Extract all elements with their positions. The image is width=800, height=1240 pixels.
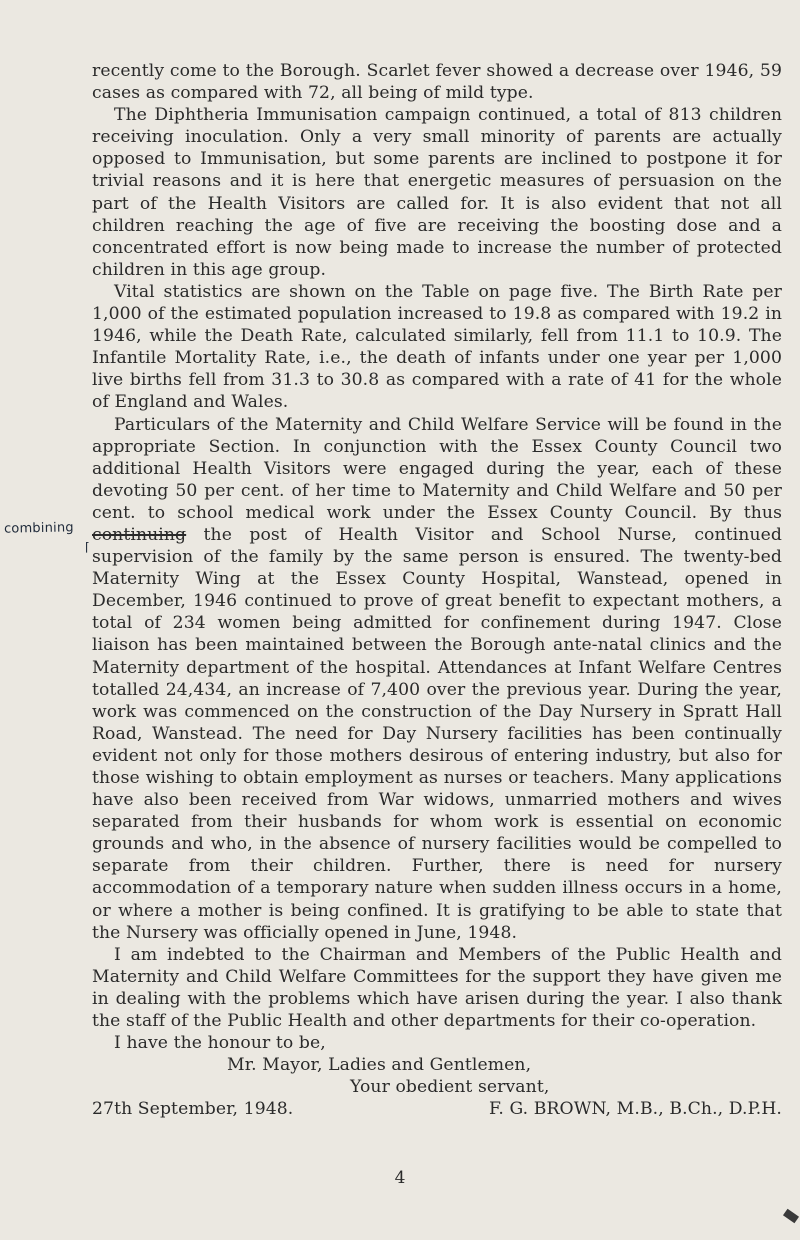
handwritten-margin-note: combining	[3, 520, 74, 537]
closing-salutation: Mr. Mayor, Ladies and Gentlemen,	[227, 1055, 532, 1076]
signature-row	[92, 1098, 782, 1120]
paragraph-diphtheria: The Diphtheria Immunisation campaign continued, a total of 813 children receiving inoculation. Only a very small minority of parents are actually opposed to Immunisation, but some parents are inclined to postpone it for trivial reasons and it is here that energetic measures of persuasion on the part of the Health Visitors are called for. It is also evident that not all children reaching the age of five are receiving the boosting dose and a concentrated effort is now being made to increase the number of protected children in this age group.	[92, 105, 782, 280]
closing-honour: I have the honour to be,	[114, 1033, 326, 1054]
paragraph-vital-statistics: Vital statistics are shown on the Table on page five. The Birth Rate per 1,000 of the estimated population increased to 19.8 as compared with 19.2 in 1946, while the Death Rate, calculated similarly, fell from 11.1 to 10.9. The Infantile Mortality Rate, i.e., the death of infants under one year per 1,000 live births fell from 31.3 to 30.8 as compared with a rate of 41 for the whole of England and Wales.	[92, 281, 782, 413]
body-text	[92, 60, 782, 1121]
paragraph-scarlet-fever: recently come to the Borough. Scarlet fever showed a decrease over 1946, 59 cases as compared with 72, all being of mild type.	[92, 61, 782, 104]
insertion-caret-icon: ⌈	[85, 540, 90, 554]
signature-name: F. G. BROWN, M.B., B.Ch., D.P.H.	[488, 1099, 782, 1120]
struck-word: continuing	[92, 524, 187, 545]
maternity-text-after: the post of Health Visitor and School Nurse, continued supervision of the family by the same person is ensured. The twenty-bed Maternity Wing at the Essex County Hospital, Wanstead, opened in December, 1946 continued to prove of great benefit to expectant mothers, a total of 234 women being admitted for confinement during 1947. Close liaison has been maintained between the Borough ante-natal clinics and the Maternity department of the hospital. Attendances at Infant Welfare Centres totalled 24,434, an increase of 7,400 over the previous year. During the year, work was commenced on the construction of the Day Nursery in Spratt Hall Road, Wanstead. The need for Day Nursery facilities has been continually evident not only for those mothers desirous of entering industry, but also for those wishing to obtain employment as nurses or teachers. Many applications have also been received from War widows, unmarried mothers and wives separated from their husbands for whom work is essential on economic grounds and who, in the absence of nursery facilities would be compelled to separate from their children. Further, there is need for nursery accommodation of a temporary nature when sudden illness occurs in a home, or where a mother is being confined. It is gratifying to be able to state that the Nursery was officially opened in June, 1948.	[92, 524, 782, 943]
paragraph-acknowledgements: I am indebted to the Chairman and Members of the Public Health and Maternity and Child Welfare Committees for the support they have given me in dealing with the problems which have arisen during the year. I also thank the staff of the Public Health and other departments for their co-operation.	[92, 944, 782, 1032]
page-number: 4	[394, 1168, 406, 1188]
scan-corner-mark	[783, 1209, 799, 1224]
letter-date: 27th September, 1948.	[92, 1099, 294, 1120]
closing-servant: Your obedient servant,	[350, 1077, 550, 1098]
maternity-text-before: Particulars of the Maternity and Child Welfare Service will be found in the appropriate Section. In conjunction with the Essex County Council two additional Health Visitors were engaged during the year, each of these devoting 50 per cent. of her time to Maternity and Child Welfare and 50 per cent. to school medical work under the Essex County Council. By thus	[92, 414, 782, 523]
paragraph-maternity	[92, 414, 782, 944]
